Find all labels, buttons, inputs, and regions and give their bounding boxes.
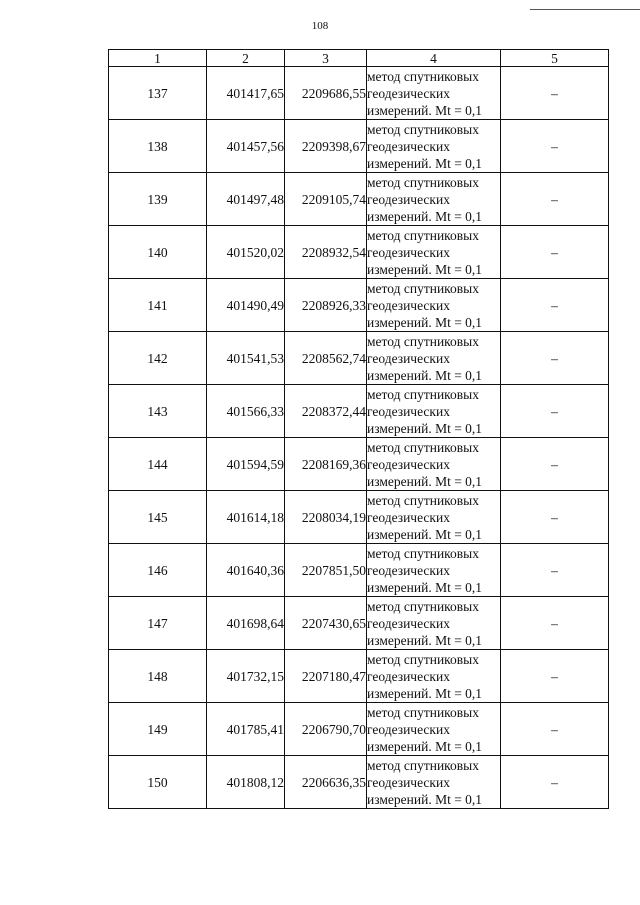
note-cell: – (501, 67, 609, 120)
note-cell: – (501, 650, 609, 703)
note-cell: – (501, 438, 609, 491)
method-cell: метод спутниковых геодезических измерений. Mt = 0,1 (367, 279, 501, 332)
point-number-cell: 143 (109, 385, 207, 438)
x-coordinate-cell: 401490,49 (207, 279, 285, 332)
column-header: 1 (109, 50, 207, 67)
column-header: 3 (285, 50, 367, 67)
point-number-cell: 150 (109, 756, 207, 809)
note-cell: – (501, 120, 609, 173)
table-row (109, 544, 609, 597)
note-cell: – (501, 703, 609, 756)
note-cell: – (501, 332, 609, 385)
x-coordinate-cell: 401417,65 (207, 67, 285, 120)
method-cell: метод спутниковых геодезических измерений. Mt = 0,1 (367, 544, 501, 597)
y-coordinate-cell: 2208034,19 (285, 491, 367, 544)
table-row (109, 650, 609, 703)
table-row (109, 173, 609, 226)
table-row (109, 67, 609, 120)
page-number: 108 (311, 20, 329, 32)
method-cell: метод спутниковых геодезических измерений. Mt = 0,1 (367, 438, 501, 491)
point-number-cell: 145 (109, 491, 207, 544)
method-cell: метод спутниковых геодезических измерений. Mt = 0,1 (367, 67, 501, 120)
point-number-cell: 146 (109, 544, 207, 597)
table-row (109, 120, 609, 173)
y-coordinate-cell: 2206636,35 (285, 756, 367, 809)
point-number-cell: 148 (109, 650, 207, 703)
x-coordinate-cell: 401594,59 (207, 438, 285, 491)
method-cell: метод спутниковых геодезических измерений. Mt = 0,1 (367, 597, 501, 650)
table-row (109, 597, 609, 650)
point-number-cell: 144 (109, 438, 207, 491)
y-coordinate-cell: 2208169,36 (285, 438, 367, 491)
note-cell: – (501, 491, 609, 544)
x-coordinate-cell: 401808,12 (207, 756, 285, 809)
note-cell: – (501, 279, 609, 332)
x-coordinate-cell: 401566,33 (207, 385, 285, 438)
y-coordinate-cell: 2207180,47 (285, 650, 367, 703)
y-coordinate-cell: 2208926,33 (285, 279, 367, 332)
column-header: 2 (207, 50, 285, 67)
x-coordinate-cell: 401457,56 (207, 120, 285, 173)
x-coordinate-cell: 401732,15 (207, 650, 285, 703)
x-coordinate-cell: 401520,02 (207, 226, 285, 279)
table-row (109, 385, 609, 438)
method-cell: метод спутниковых геодезических измерений. Mt = 0,1 (367, 650, 501, 703)
note-cell: – (501, 544, 609, 597)
method-cell: метод спутниковых геодезических измерений. Mt = 0,1 (367, 120, 501, 173)
table-row (109, 226, 609, 279)
method-cell: метод спутниковых геодезических измерений. Mt = 0,1 (367, 756, 501, 809)
point-number-cell: 147 (109, 597, 207, 650)
x-coordinate-cell: 401541,53 (207, 332, 285, 385)
top-rule (530, 9, 640, 10)
y-coordinate-cell: 2208372,44 (285, 385, 367, 438)
x-coordinate-cell: 401698,64 (207, 597, 285, 650)
point-number-cell: 138 (109, 120, 207, 173)
x-coordinate-cell: 401614,18 (207, 491, 285, 544)
note-cell: – (501, 597, 609, 650)
note-cell: – (501, 756, 609, 809)
table-row (109, 332, 609, 385)
y-coordinate-cell: 2206790,70 (285, 703, 367, 756)
y-coordinate-cell: 2207851,50 (285, 544, 367, 597)
point-number-cell: 137 (109, 67, 207, 120)
y-coordinate-cell: 2208932,54 (285, 226, 367, 279)
method-cell: метод спутниковых геодезических измерений. Mt = 0,1 (367, 226, 501, 279)
table-body (109, 67, 609, 809)
x-coordinate-cell: 401497,48 (207, 173, 285, 226)
note-cell: – (501, 226, 609, 279)
y-coordinate-cell: 2208562,74 (285, 332, 367, 385)
coordinates-table (108, 49, 609, 809)
y-coordinate-cell: 2209398,67 (285, 120, 367, 173)
method-cell: метод спутниковых геодезических измерений. Mt = 0,1 (367, 385, 501, 438)
table-row (109, 756, 609, 809)
note-cell: – (501, 173, 609, 226)
method-cell: метод спутниковых геодезических измерений. Mt = 0,1 (367, 491, 501, 544)
x-coordinate-cell: 401640,36 (207, 544, 285, 597)
y-coordinate-cell: 2209686,55 (285, 67, 367, 120)
table-row (109, 491, 609, 544)
method-cell: метод спутниковых геодезических измерений. Mt = 0,1 (367, 173, 501, 226)
point-number-cell: 141 (109, 279, 207, 332)
x-coordinate-cell: 401785,41 (207, 703, 285, 756)
note-cell: – (501, 385, 609, 438)
point-number-cell: 149 (109, 703, 207, 756)
point-number-cell: 140 (109, 226, 207, 279)
point-number-cell: 139 (109, 173, 207, 226)
header-row (109, 50, 609, 67)
column-header: 5 (501, 50, 609, 67)
point-number-cell: 142 (109, 332, 207, 385)
table-row (109, 438, 609, 491)
column-header: 4 (367, 50, 501, 67)
y-coordinate-cell: 2207430,65 (285, 597, 367, 650)
table-row (109, 279, 609, 332)
method-cell: метод спутниковых геодезических измерений. Mt = 0,1 (367, 703, 501, 756)
method-cell: метод спутниковых геодезических измерений. Mt = 0,1 (367, 332, 501, 385)
y-coordinate-cell: 2209105,74 (285, 173, 367, 226)
table-row (109, 703, 609, 756)
